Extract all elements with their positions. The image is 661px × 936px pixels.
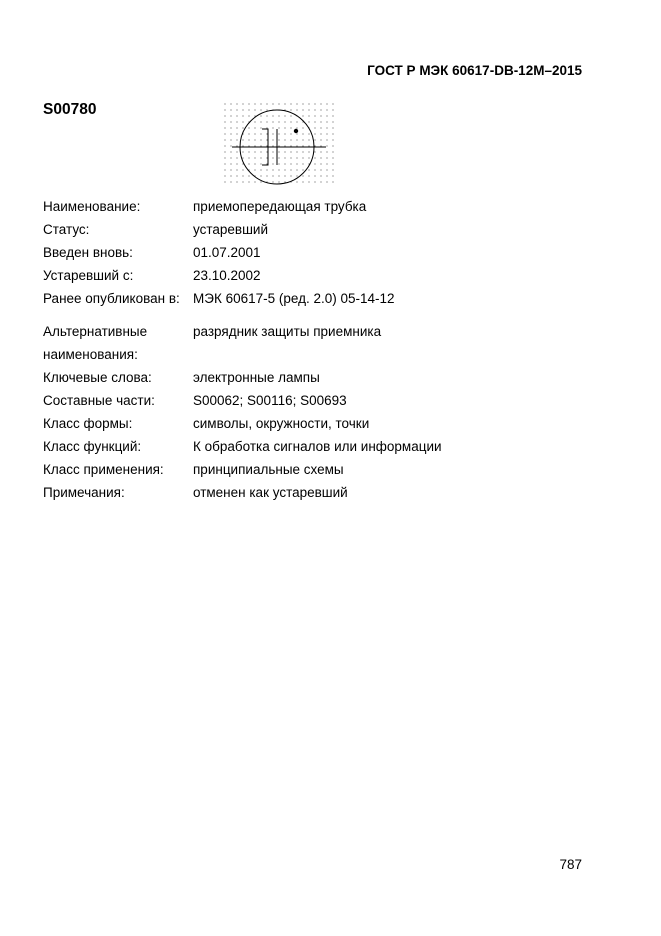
grid-dot (242, 169, 243, 170)
grid-dot (290, 151, 291, 152)
grid-dot (296, 127, 297, 128)
field-label: Введен вновь: (43, 245, 133, 260)
grid-dot (284, 145, 285, 146)
grid-dot (230, 151, 231, 152)
grid-dot (314, 151, 315, 152)
grid-dot (248, 115, 249, 116)
grid-dot (266, 127, 267, 128)
grid-dot (278, 133, 279, 134)
grid-dot (308, 121, 309, 122)
grid-dot (272, 157, 273, 158)
grid-dot (230, 169, 231, 170)
grid-dot (242, 103, 243, 104)
grid-dot (332, 151, 333, 152)
grid-dot (302, 151, 303, 152)
grid-dot (230, 175, 231, 176)
grid-dot (260, 127, 261, 128)
grid-dot (236, 121, 237, 122)
grid-dot (326, 121, 327, 122)
grid-dot (248, 175, 249, 176)
field-label: Класс применения: (43, 462, 164, 477)
grid-dot (308, 109, 309, 110)
grid-dot (296, 103, 297, 104)
grid-dot (272, 127, 273, 128)
grid-dot (314, 169, 315, 170)
grid-dot (290, 115, 291, 116)
grid-dot (230, 133, 231, 134)
grid-dot (272, 163, 273, 164)
grid-dot (230, 139, 231, 140)
grid-dot (314, 157, 315, 158)
grid-dot (290, 127, 291, 128)
grid-dot (272, 145, 273, 146)
field-row (43, 218, 442, 241)
grid-dot (320, 139, 321, 140)
grid-dot (236, 157, 237, 158)
grid-dot (278, 175, 279, 176)
grid-dot (266, 175, 267, 176)
grid-dot (266, 133, 267, 134)
grid-dot (278, 145, 279, 146)
grid-dot (314, 163, 315, 164)
grid-dot (326, 127, 327, 128)
grid-dot (326, 115, 327, 116)
grid-dot (302, 127, 303, 128)
grid-dot (332, 157, 333, 158)
grid-dot (248, 103, 249, 104)
grid-dot (260, 175, 261, 176)
grid-dot (266, 145, 267, 146)
grid-dot (260, 163, 261, 164)
grid-dot (326, 181, 327, 182)
grid-dot (278, 139, 279, 140)
grid-dot (278, 163, 279, 164)
field-value: 23.10.2002 (193, 268, 261, 283)
field-label: Класс формы: (43, 416, 133, 431)
grid-dot (224, 139, 225, 140)
grid-dot (248, 127, 249, 128)
grid-dot (248, 181, 249, 182)
grid-dot (284, 157, 285, 158)
grid-dot (236, 103, 237, 104)
grid-dot (302, 157, 303, 158)
grid-dot (308, 139, 309, 140)
grid-dot (260, 157, 261, 158)
field-label: Примечания: (43, 485, 125, 500)
field-row (43, 320, 442, 343)
grid-dot (266, 163, 267, 164)
grid-dot (254, 109, 255, 110)
grid-dot (260, 103, 261, 104)
field-value: принципиальные схемы (193, 462, 344, 477)
grid-dot (242, 115, 243, 116)
field-label: наименования: (43, 347, 138, 362)
field-value: приемопередающая трубка (193, 199, 367, 214)
grid-dot (224, 169, 225, 170)
field-row (43, 481, 442, 504)
field-value: электронные лампы (193, 370, 320, 385)
grid-dot (302, 163, 303, 164)
field-value: символы, окружности, точки (193, 416, 370, 431)
field-value: отменен как устаревший (193, 485, 348, 500)
grid-dot (260, 145, 261, 146)
field-row (43, 287, 442, 310)
grid-dot (272, 121, 273, 122)
grid-dot (254, 163, 255, 164)
field-label: Наименование: (43, 199, 141, 214)
grid-dot (302, 181, 303, 182)
grid-dot (266, 151, 267, 152)
grid-dot (278, 103, 279, 104)
grid-dot (332, 163, 333, 164)
grid-dot (284, 181, 285, 182)
grid-dot (326, 151, 327, 152)
grid-dot (272, 133, 273, 134)
grid-dot (224, 121, 225, 122)
grid-dot (308, 181, 309, 182)
field-row (43, 458, 442, 481)
grid-dot (236, 145, 237, 146)
grid-dot (326, 133, 327, 134)
grid-dot (308, 115, 309, 116)
grid-dot (224, 151, 225, 152)
grid-dot (236, 163, 237, 164)
grid-dot (224, 115, 225, 116)
grid-dot (320, 109, 321, 110)
grid-dot (248, 133, 249, 134)
grid-dot (236, 169, 237, 170)
symbol-attributes (43, 195, 442, 504)
grid-dot (296, 133, 297, 134)
grid-dot (326, 145, 327, 146)
field-value: 01.07.2001 (193, 245, 261, 260)
grid-dot (320, 163, 321, 164)
grid-dot (224, 181, 225, 182)
grid-dot (260, 109, 261, 110)
grid-dot (242, 157, 243, 158)
grid-dot (230, 145, 231, 146)
field-label: Ключевые слова: (43, 370, 152, 385)
field-label: Устаревший с: (43, 268, 134, 283)
grid-dot (248, 157, 249, 158)
grid-dot (302, 133, 303, 134)
grid-dot (230, 103, 231, 104)
grid-dot (320, 181, 321, 182)
grid-dot (296, 163, 297, 164)
grid-dot (290, 121, 291, 122)
grid-dot (278, 181, 279, 182)
grid-dot (284, 151, 285, 152)
grid-dot (284, 163, 285, 164)
grid-dot (248, 163, 249, 164)
field-value: разрядник защиты приемника (193, 324, 382, 339)
grid-dot (332, 103, 333, 104)
grid-dot (290, 103, 291, 104)
grid-dot (326, 109, 327, 110)
grid-dot (230, 115, 231, 116)
grid-dot (296, 169, 297, 170)
grid-dot (284, 121, 285, 122)
grid-dot (332, 145, 333, 146)
grid-dot (248, 139, 249, 140)
grid-dot (332, 115, 333, 116)
grid-dot (320, 157, 321, 158)
grid-dot (266, 109, 267, 110)
grid-dot (308, 103, 309, 104)
grid-dot (326, 103, 327, 104)
grid-dot (326, 157, 327, 158)
grid-dot (332, 121, 333, 122)
grid-dot (332, 127, 333, 128)
field-row (43, 412, 442, 435)
grid-dot (260, 121, 261, 122)
grid-dot (326, 139, 327, 140)
grid-dot (278, 169, 279, 170)
grid-dot (254, 157, 255, 158)
grid-dot (314, 109, 315, 110)
field-row (43, 343, 442, 366)
grid-dot (254, 139, 255, 140)
grid-dot (272, 139, 273, 140)
grid-dot (302, 145, 303, 146)
grid-dot (230, 163, 231, 164)
grid-dot (290, 163, 291, 164)
grid-dot (314, 127, 315, 128)
grid-dot (260, 169, 261, 170)
grid-dot (296, 109, 297, 110)
grid-dot (254, 145, 255, 146)
grid-dot (332, 133, 333, 134)
grid-dot (242, 109, 243, 110)
grid-dot (326, 169, 327, 170)
grid-dot (296, 175, 297, 176)
grid-dot (308, 175, 309, 176)
field-label: Составные части: (43, 393, 155, 408)
grid-dot (290, 133, 291, 134)
grid-dot (242, 139, 243, 140)
grid-dot (254, 169, 255, 170)
grid-dot (224, 133, 225, 134)
symbol-diagram (222, 101, 336, 189)
grid-dot (254, 103, 255, 104)
field-label: Ранее опубликован в: (43, 291, 180, 306)
grid-dot (326, 175, 327, 176)
grid-dot (260, 181, 261, 182)
grid-dot (320, 133, 321, 134)
grid-dot (290, 109, 291, 110)
grid-dot (260, 151, 261, 152)
grid-dot (302, 169, 303, 170)
grid-dot (266, 169, 267, 170)
grid-dot (242, 145, 243, 146)
grid-dot (326, 163, 327, 164)
grid-dot (242, 121, 243, 122)
grid-dot (230, 109, 231, 110)
grid-dot (332, 181, 333, 182)
grid-dot (242, 175, 243, 176)
grid-dot (224, 163, 225, 164)
grid-dot (302, 109, 303, 110)
grid-dot (290, 157, 291, 158)
grid-dot (302, 115, 303, 116)
grid-dot (254, 127, 255, 128)
field-value: МЭК 60617-5 (ред. 2.0) 05-14-12 (193, 291, 395, 306)
grid-dot (278, 127, 279, 128)
grid-dot (284, 115, 285, 116)
grid-dot (272, 181, 273, 182)
grid-dot (224, 145, 225, 146)
grid-dot (230, 181, 231, 182)
grid-dot (314, 145, 315, 146)
grid-dot (296, 157, 297, 158)
grid-dot (224, 157, 225, 158)
grid-dot (308, 133, 309, 134)
grid-dot (278, 121, 279, 122)
field-value: К обработка сигналов или информации (193, 439, 442, 454)
grid-dot (278, 151, 279, 152)
grid-dot (284, 133, 285, 134)
field-label: Класс функций: (43, 439, 142, 454)
grid-dot (272, 151, 273, 152)
document-header: ГОСТ Р МЭК 60617-DB-12M–2015 (367, 63, 582, 78)
grid-dot (290, 139, 291, 140)
grid-dot (332, 169, 333, 170)
grid-dot (314, 139, 315, 140)
grid-dot (320, 151, 321, 152)
grid-dot (320, 127, 321, 128)
field-row (43, 195, 442, 218)
grid-dot (314, 181, 315, 182)
grid-dot (266, 103, 267, 104)
grid-dot (308, 157, 309, 158)
grid-dot (308, 145, 309, 146)
grid-dot (260, 115, 261, 116)
grid-dot (242, 127, 243, 128)
grid-dot (314, 133, 315, 134)
grid-dot (266, 121, 267, 122)
field-row (43, 435, 442, 458)
grid-dot (284, 103, 285, 104)
grid-dot (224, 103, 225, 104)
grid-dot (236, 109, 237, 110)
grid-dot (236, 127, 237, 128)
symbol-code: S00780 (43, 101, 97, 118)
grid-dot (242, 151, 243, 152)
grid-dot (284, 139, 285, 140)
grid-dot (248, 145, 249, 146)
grid-dot (320, 145, 321, 146)
field-row (43, 366, 442, 389)
grid-dot (302, 139, 303, 140)
grid-dot (236, 175, 237, 176)
grid-dot (224, 175, 225, 176)
grid-dot (260, 139, 261, 140)
grid-dot (332, 139, 333, 140)
field-row (43, 241, 442, 264)
grid-dot (314, 103, 315, 104)
grid-dot (254, 181, 255, 182)
grid-dot (284, 175, 285, 176)
grid-dot (302, 103, 303, 104)
grid-dot (272, 169, 273, 170)
grid-dot (332, 175, 333, 176)
grid-dot (254, 121, 255, 122)
grid-dot (320, 115, 321, 116)
grid-dot (296, 145, 297, 146)
field-label: Статус: (43, 222, 90, 237)
field-value: устаревший (193, 222, 268, 237)
grid-dot (248, 109, 249, 110)
grid-dot (314, 175, 315, 176)
grid-dot (224, 109, 225, 110)
grid-dot (284, 127, 285, 128)
grid-dot (320, 169, 321, 170)
grid-dot (272, 115, 273, 116)
grid-dot (230, 127, 231, 128)
grid-dot (320, 121, 321, 122)
grid-dot (272, 103, 273, 104)
grid-dot (266, 115, 267, 116)
grid-dot (320, 175, 321, 176)
grid-dot (296, 151, 297, 152)
grid-dot (266, 139, 267, 140)
grid-dot (272, 175, 273, 176)
field-label: Альтернативные (43, 324, 148, 339)
grid-dot (296, 181, 297, 182)
field-row (43, 264, 442, 287)
grid-dot (236, 181, 237, 182)
grid-dot (284, 169, 285, 170)
grid-dot (290, 169, 291, 170)
grid-dot (308, 151, 309, 152)
grid-dot (224, 127, 225, 128)
grid-dot (278, 115, 279, 116)
grid-dot (314, 121, 315, 122)
field-value: S00062; S00116; S00693 (193, 393, 347, 408)
grid-dot (302, 175, 303, 176)
grid-dot (332, 109, 333, 110)
grid-dot (236, 133, 237, 134)
field-row (43, 389, 442, 412)
grid-dot (290, 145, 291, 146)
grid-dot (236, 139, 237, 140)
grid-dot (320, 103, 321, 104)
grid-dot (296, 121, 297, 122)
grid-dot (236, 151, 237, 152)
grid-dot (242, 181, 243, 182)
grid-dot (308, 169, 309, 170)
grid-dot (254, 151, 255, 152)
grid-dot (260, 133, 261, 134)
grid-dot (230, 157, 231, 158)
grid-dot (278, 157, 279, 158)
grid-dot (296, 139, 297, 140)
grid-dot (236, 115, 237, 116)
grid-dot (290, 175, 291, 176)
grid-dot (314, 115, 315, 116)
grid-dot (254, 133, 255, 134)
page-number: 787 (559, 857, 582, 872)
grid-dot (230, 121, 231, 122)
grid-dot (266, 157, 267, 158)
grid-dot (248, 151, 249, 152)
